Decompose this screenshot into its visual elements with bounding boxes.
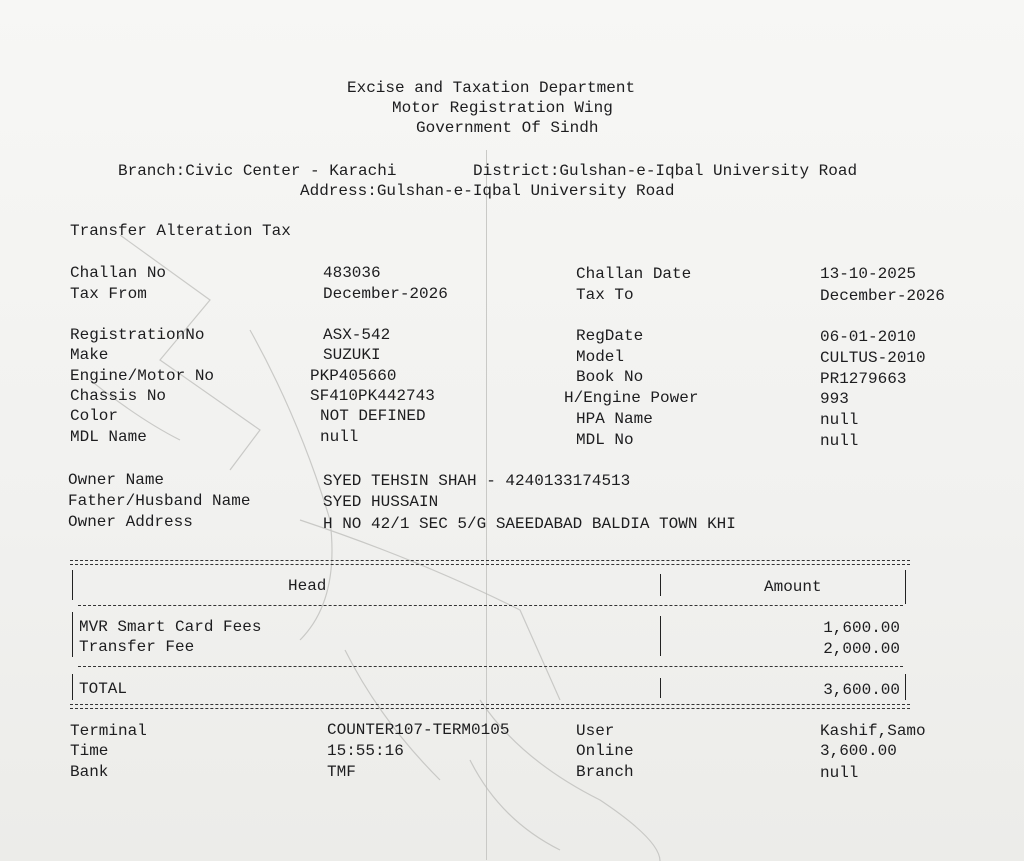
- mdl-name-value: null: [320, 428, 359, 446]
- fee-row-1-amount: 1,600.00: [823, 619, 900, 637]
- total-separator: [78, 666, 903, 667]
- tax-to-label: Tax To: [576, 286, 634, 304]
- table-column-divider: [660, 574, 661, 596]
- dept-title: Excise and Taxation Department: [347, 79, 636, 97]
- book-no-value: PR1279663: [820, 370, 907, 388]
- table-left-border: [72, 570, 73, 600]
- branch-value: null: [820, 764, 859, 782]
- mdl-name-label: MDL Name: [70, 428, 147, 446]
- head-column-header: Head: [288, 577, 327, 595]
- branch-label: Branch: [576, 763, 634, 781]
- user-value: Kashif,Samo: [820, 722, 926, 740]
- engine-power-value: 993: [820, 390, 849, 408]
- engine-label: Engine/Motor No: [70, 367, 215, 385]
- model-label: Model: [576, 348, 625, 366]
- reg-date-value: 06-01-2010: [820, 328, 917, 346]
- table-bottom-border: [70, 704, 910, 709]
- document-type: Transfer Alteration Tax: [70, 222, 291, 240]
- table-column-divider-total: [660, 678, 661, 698]
- reg-date-label: RegDate: [576, 327, 644, 345]
- color-label: Color: [70, 407, 119, 425]
- hpa-name-label: HPA Name: [576, 410, 653, 428]
- make-value: SUZUKI: [323, 346, 381, 364]
- fee-row-2-head: Transfer Fee: [79, 638, 195, 656]
- tax-from-label: Tax From: [70, 285, 147, 303]
- table-right-border-total: [905, 674, 906, 700]
- tax-to-value: December-2026: [820, 287, 945, 305]
- father-name-value: SYED HUSSAIN: [323, 493, 439, 511]
- father-name-label: Father/Husband Name: [68, 492, 251, 510]
- fee-row-1-head: MVR Smart Card Fees: [79, 618, 262, 636]
- table-left-border-total: [72, 674, 73, 700]
- table-top-border: [70, 560, 910, 565]
- table-right-border: [905, 570, 906, 604]
- chassis-value: SF410PK442743: [310, 387, 435, 405]
- branch-line: Branch:Civic Center - Karachi: [118, 162, 397, 180]
- challan-no-label: Challan No: [70, 264, 167, 282]
- owner-address-label: Owner Address: [68, 513, 193, 531]
- terminal-label: Terminal: [70, 722, 147, 740]
- bank-value: TMF: [327, 763, 356, 781]
- reg-no-label: RegistrationNo: [70, 326, 205, 344]
- challan-no-value: 483036: [323, 264, 381, 282]
- address-line: Address:Gulshan-e-Iqbal University Road: [300, 182, 675, 200]
- reg-no-value: ASX-542: [323, 326, 391, 344]
- mdl-no-label: MDL No: [576, 431, 634, 449]
- mdl-no-value: null: [820, 432, 859, 450]
- header-separator: [78, 605, 903, 606]
- amount-column-header: Amount: [764, 578, 822, 596]
- engine-value: PKP405660: [310, 367, 397, 385]
- owner-address-value: H NO 42/1 SEC 5/G SAEEDABAD BALDIA TOWN KHI: [323, 515, 736, 533]
- challan-date-value: 13-10-2025: [820, 265, 917, 283]
- model-value: CULTUS-2010: [820, 349, 926, 367]
- terminal-value: COUNTER107-TERM0105: [327, 721, 510, 739]
- time-label: Time: [70, 742, 109, 760]
- wing-title: Motor Registration Wing: [392, 99, 613, 117]
- district-line: District:Gulshan-e-Iqbal University Road: [473, 162, 858, 180]
- total-label: TOTAL: [79, 680, 128, 698]
- user-label: User: [576, 722, 615, 740]
- color-value: NOT DEFINED: [320, 407, 426, 425]
- hpa-name-value: null: [820, 411, 859, 429]
- fee-row-2-amount: 2,000.00: [823, 640, 900, 658]
- table-column-divider-body: [660, 616, 661, 656]
- total-amount: 3,600.00: [823, 681, 900, 699]
- government-title: Government Of Sindh: [416, 119, 599, 137]
- bank-label: Bank: [70, 763, 109, 781]
- book-no-label: Book No: [576, 368, 644, 386]
- owner-name-label: Owner Name: [68, 471, 165, 489]
- challan-date-label: Challan Date: [576, 265, 692, 283]
- make-label: Make: [70, 346, 109, 364]
- time-value: 15:55:16: [327, 742, 404, 760]
- engine-power-label: H/Engine Power: [564, 389, 699, 407]
- owner-name-value: SYED TEHSIN SHAH - 4240133174513: [323, 472, 631, 490]
- online-label: Online: [576, 742, 634, 760]
- chassis-label: Chassis No: [70, 387, 167, 405]
- online-value: 3,600.00: [820, 742, 897, 760]
- tax-from-value: December-2026: [323, 285, 448, 303]
- table-left-border-body: [72, 612, 73, 657]
